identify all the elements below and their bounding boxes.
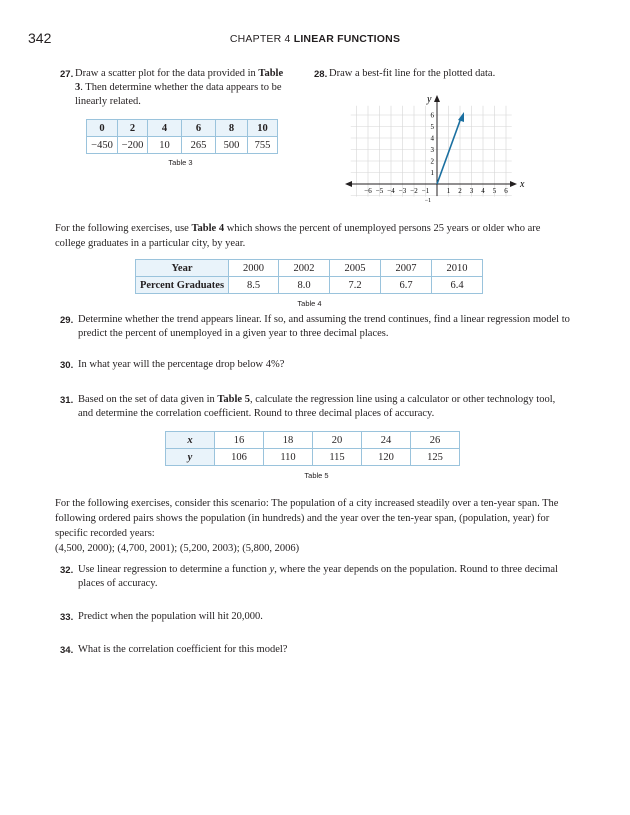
question-number: 33. bbox=[60, 612, 74, 623]
chapter-prefix: CHAPTER 4 bbox=[229, 33, 291, 45]
table-cell: 265 bbox=[182, 137, 216, 154]
y-tick-label: 2 bbox=[430, 157, 434, 166]
table-cell: 120 bbox=[362, 449, 411, 466]
x-tick-label: −6 bbox=[364, 187, 372, 195]
x-tick-label: 1 bbox=[446, 187, 451, 195]
y-tick-label: 4 bbox=[430, 134, 434, 143]
table-cell: 2010 bbox=[432, 260, 483, 277]
table-row bbox=[136, 260, 483, 277]
question-text: What is the correlation coefficient for this model? bbox=[78, 644, 288, 655]
table-cell: 6.7 bbox=[381, 277, 432, 294]
scenario-pairs: (4,500, 2000); (4,700, 2001); (5,200, 2003); (5,800, 2006) bbox=[55, 543, 300, 554]
y-tick-label: 3 bbox=[430, 146, 434, 154]
table-5 bbox=[165, 431, 460, 466]
table-cell: 110 bbox=[264, 449, 313, 466]
x-tick-label: 6 bbox=[504, 187, 508, 195]
table-cell: −200 bbox=[118, 137, 148, 154]
table-cell: 8 bbox=[216, 120, 248, 137]
x-tick-label: −4 bbox=[387, 187, 395, 195]
table-header-row bbox=[87, 120, 278, 137]
question-number: 34. bbox=[60, 645, 74, 656]
table-4-intro: For the following exercises, use Table 4 which shows the percent of unemployed persons 25 years or older who are college graduates in a particular city, by year. bbox=[55, 223, 541, 249]
table-cell: 6 bbox=[182, 120, 216, 137]
table-cell: 2002 bbox=[279, 260, 330, 277]
page-number: 342 bbox=[28, 30, 52, 46]
table-cell: −450 bbox=[87, 137, 118, 154]
y-tick-label: 1 bbox=[430, 169, 434, 177]
table-cell: 26 bbox=[411, 432, 460, 449]
x-axis-arrow bbox=[510, 181, 517, 187]
table-cell: 8.0 bbox=[279, 277, 330, 294]
table-cell: 2 bbox=[118, 120, 148, 137]
table-cell: 7.2 bbox=[330, 277, 381, 294]
table-row bbox=[136, 277, 483, 294]
scenario-text: For the following exercises, consider this scenario: The population of a city increased steadily over a ten-year span. The following ordered pairs shows the population (in hundreds) and the year over the ten-year span, (population, year) for specific recorded years: bbox=[55, 498, 559, 539]
table-4-caption: Table 4 bbox=[297, 299, 322, 308]
table-row bbox=[166, 432, 460, 449]
table-5-caption: Table 5 bbox=[304, 471, 329, 480]
table-cell: 16 bbox=[215, 432, 264, 449]
question-number: 27. bbox=[60, 69, 74, 80]
x-axis-arrow-left bbox=[345, 181, 352, 187]
question-number: 31. bbox=[60, 395, 74, 406]
table-cell: 125 bbox=[411, 449, 460, 466]
x-tick-label: −3 bbox=[398, 187, 407, 195]
table-cell: 10 bbox=[148, 137, 182, 154]
x-tick-label: 3 bbox=[469, 187, 474, 195]
table-row-label: y bbox=[166, 449, 215, 466]
y-tick-label: 6 bbox=[430, 111, 434, 120]
table-cell: 115 bbox=[313, 449, 362, 466]
coordinate-graph bbox=[340, 90, 530, 202]
table-3-caption: Table 3 bbox=[168, 158, 193, 167]
x-axis-label: x bbox=[520, 179, 525, 190]
table-cell: 18 bbox=[264, 432, 313, 449]
table-4 bbox=[135, 259, 483, 294]
x-tick-label: −5 bbox=[375, 187, 384, 195]
question-number: 29. bbox=[60, 315, 74, 326]
y-axis-arrow bbox=[434, 95, 440, 102]
question-28 bbox=[314, 67, 564, 81]
chapter-header bbox=[0, 33, 630, 45]
question-29 bbox=[60, 313, 572, 341]
table-cell: 0 bbox=[87, 120, 118, 137]
y-axis-label: y bbox=[427, 94, 432, 105]
question-30 bbox=[60, 358, 572, 372]
table-cell: 10 bbox=[248, 120, 278, 137]
best-fit-line-arrow bbox=[458, 112, 464, 122]
x-tick-label: 5 bbox=[492, 187, 497, 195]
question-text: Predict when the population will hit 20,000. bbox=[78, 611, 263, 622]
x-tick-label: −2 bbox=[410, 187, 418, 195]
chapter-title: LINEAR FUNCTIONS bbox=[293, 33, 401, 45]
table-row-label: Percent Graduates bbox=[136, 277, 229, 294]
table-cell: 106 bbox=[215, 449, 264, 466]
question-text: Use linear regression to determine a function y, where the year depends on the population. Round to three decimal places of accuracy. bbox=[78, 564, 558, 589]
question-27 bbox=[60, 67, 286, 109]
best-fit-line bbox=[437, 118, 461, 184]
table-cell: 4 bbox=[148, 120, 182, 137]
question-31 bbox=[60, 393, 572, 421]
question-text: Based on the set of data given in Table 5, calculate the regression line using a calculator or other technology tool, and determine the correlation coefficient. Round to three decimal places of accuracy. bbox=[78, 394, 556, 419]
y-tick-label: 5 bbox=[430, 123, 434, 131]
question-text: Draw a best-fit line for the plotted data. bbox=[329, 68, 496, 79]
x-tick-label: 2 bbox=[458, 187, 462, 195]
x-tick-label: −1 bbox=[421, 187, 430, 195]
question-number: 30. bbox=[60, 360, 74, 371]
question-text: In what year will the percentage drop below 4%? bbox=[78, 359, 285, 370]
question-34 bbox=[60, 643, 572, 657]
x-tick-label: 4 bbox=[481, 187, 485, 195]
question-number: 28. bbox=[314, 69, 328, 80]
table-cell: 500 bbox=[216, 137, 248, 154]
question-32 bbox=[60, 563, 572, 591]
table-cell: 6.4 bbox=[432, 277, 483, 294]
table-3 bbox=[86, 119, 278, 154]
question-text: Determine whether the trend appears linear. If so, and assuming the trend continues, find a linear regression model to predict the percent of unemployed in a given year to three decimal places. bbox=[78, 314, 570, 339]
table-row-label: Year bbox=[136, 260, 229, 277]
table-cell: 20 bbox=[313, 432, 362, 449]
table-cell: 2000 bbox=[229, 260, 279, 277]
table-cell: 2005 bbox=[330, 260, 381, 277]
table-row bbox=[87, 137, 278, 154]
table-row-label: x bbox=[166, 432, 215, 449]
question-text: Draw a scatter plot for the data provided in Table 3. Then determine whether the data appears to be linearly related. bbox=[75, 68, 284, 107]
table-cell: 24 bbox=[362, 432, 411, 449]
question-number: 32. bbox=[60, 565, 74, 576]
table-cell: 8.5 bbox=[229, 277, 279, 294]
table-cell: 2007 bbox=[381, 260, 432, 277]
question-33 bbox=[60, 610, 572, 624]
table-cell: 755 bbox=[248, 137, 278, 154]
table-row bbox=[166, 449, 460, 466]
y-tick-label: −1 bbox=[424, 198, 432, 202]
